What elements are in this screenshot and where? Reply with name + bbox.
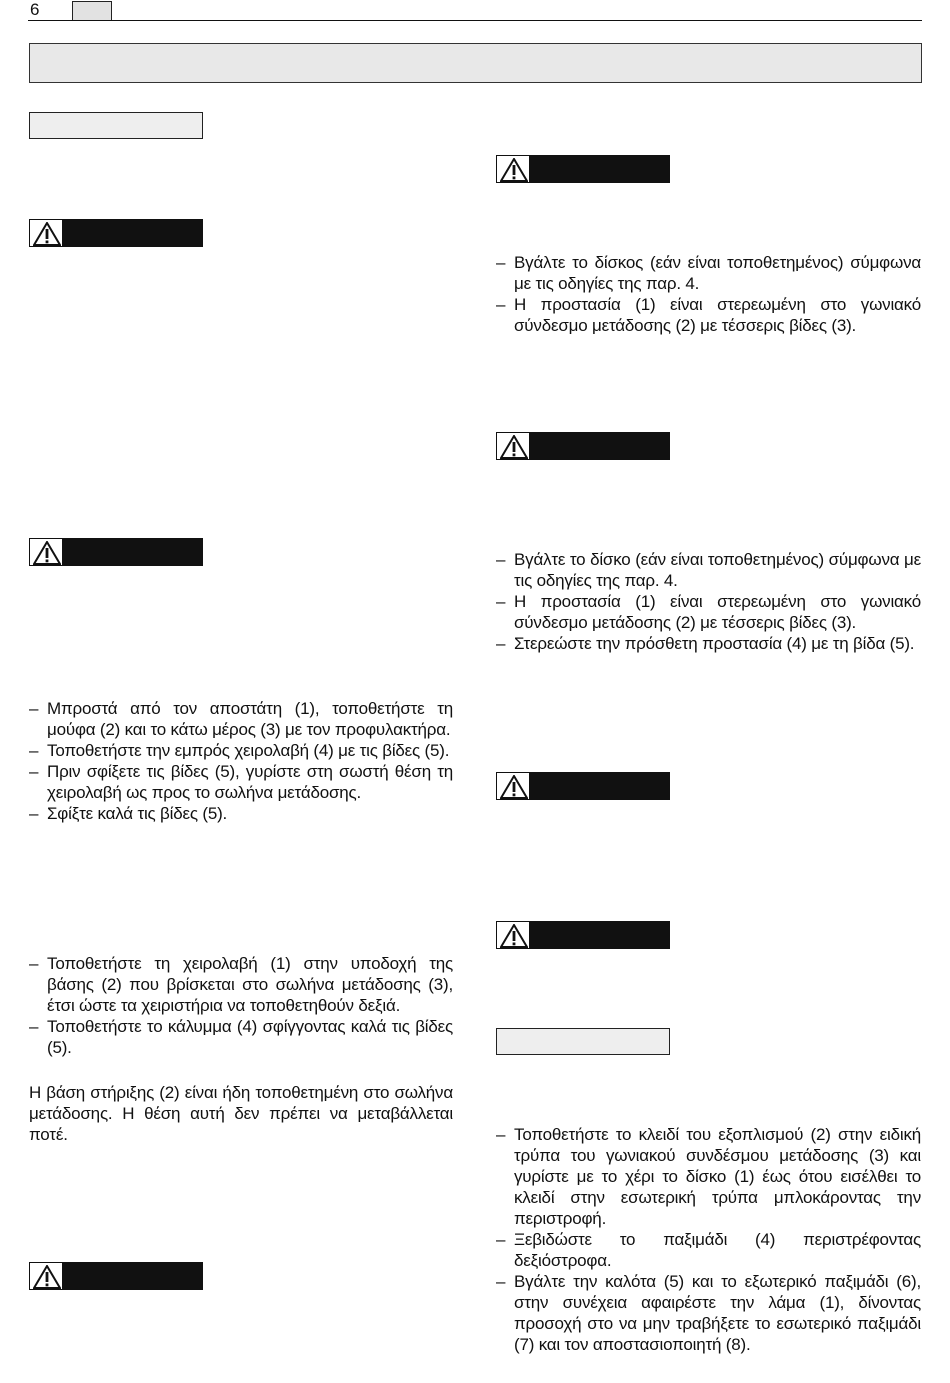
list-item: – Μπροστά από τον αποστάτη (1), τοποθετήστε τη μούφα (2) και το κάτω μέρος (3) με τον προφυλακτήρα. xyxy=(29,698,453,740)
warning-triangle-icon xyxy=(29,538,63,566)
list-item: – Τοποθετήστε το κάλυμμα (4) σφίγγοντας καλά τις βίδες (5). xyxy=(29,1016,453,1058)
warning-banner xyxy=(496,432,670,460)
warning-banner xyxy=(496,921,670,949)
list-item: – Τοποθετήστε το κλειδί του εξοπλισμού (2) στην ειδική τρύπα του γωνιακού συνδέσμου μετάδοσης (3) και γυρίστε με το χέρι το δίσκο (1) έως ότου εισέλθει το κλειδί στην εσωτερική τρύπα μπλοκάροντας την περιστροφή. xyxy=(496,1124,921,1229)
list-item: – Στερεώστε την πρόσθετη προστασία (4) με τη βίδα (5). xyxy=(496,633,921,654)
warning-triangle-icon xyxy=(496,155,530,183)
list-item: – Βγάλτε την καλότα (5) και το εξωτερικό παξιμάδι (6), στην συνέχεια αφαιρέστε την λάμα (1), δίνοντας προσοχή στο να μην τραβήξετε το εσωτερικό παξιμάδι (7) και τον αποστασιοποιητή (8). xyxy=(496,1271,921,1355)
warning-triangle-icon xyxy=(29,219,63,247)
warning-banner xyxy=(29,219,203,247)
warning-banner xyxy=(496,772,670,800)
instruction-list xyxy=(29,953,453,1058)
list-item: – Η προστασία (1) είναι στερεωμένη στο γωνιακό σύνδεσμο μετάδοσης (2) με τέσσερις βίδες (3). xyxy=(496,591,921,633)
warning-triangle-icon xyxy=(29,1262,63,1290)
instruction-list xyxy=(29,698,453,824)
list-item: – Βγάλτε το δίσκος (εάν είναι τοποθετημένος) σύμφωνα με τις οδηγίες της παρ. 4. xyxy=(496,252,921,294)
instruction-list xyxy=(496,252,921,336)
warning-banner xyxy=(496,155,670,183)
warning-banner xyxy=(29,1262,203,1290)
warning-banner xyxy=(29,538,203,566)
instruction-list xyxy=(496,549,921,654)
list-item: – Τοποθετήστε την εμπρός χειρολαβή (4) με τις βίδες (5). xyxy=(29,740,453,761)
page-number: 6 xyxy=(30,0,40,19)
list-item: – Σφίξτε καλά τις βίδες (5). xyxy=(29,803,453,824)
list-item: – Τοποθετήστε τη χειρολαβή (1) στην υποδοχή της βάσης (2) που βρίσκεται στο σωλήνα μετάδοσης (3), έτσι ώστε τα χειριστήρια να τοποθετηθούν δεξιά. xyxy=(29,953,453,1016)
list-item: – Ξεβιδώστε το παξιμάδι (4) περιστρέφοντας δεξιόστροφα. xyxy=(496,1229,921,1271)
list-item: – Βγάλτε το δίσκο (εάν είναι τοποθετημένος) σύμφωνα με τις οδηγίες της παρ. 4. xyxy=(496,549,921,591)
language-tab xyxy=(72,1,112,20)
warning-triangle-icon xyxy=(496,772,530,800)
note-paragraph: Η βάση στήριξης (2) είναι ήδη τοποθετημένη στο σωλήνα μετάδοσης. Η θέση αυτή δεν πρέπει να μεταβάλλεται ποτέ. xyxy=(29,1083,453,1144)
instruction-list xyxy=(496,1124,921,1355)
list-item: – Πριν σφίξετε τις βίδες (5), γυρίστε στη σωστή θέση τη χειρολαβή ως προς το σωλήνα μετάδοσης. xyxy=(29,761,453,803)
section-heading-box xyxy=(496,1028,670,1055)
section-title-bar xyxy=(29,43,922,83)
warning-triangle-icon xyxy=(496,921,530,949)
section-heading-box xyxy=(29,112,203,139)
list-item: – Η προστασία (1) είναι στερεωμένη στο γωνιακό σύνδεσμο μετάδοσης (2) με τέσσερις βίδες (3). xyxy=(496,294,921,336)
warning-triangle-icon xyxy=(496,432,530,460)
header-rule xyxy=(28,20,922,21)
